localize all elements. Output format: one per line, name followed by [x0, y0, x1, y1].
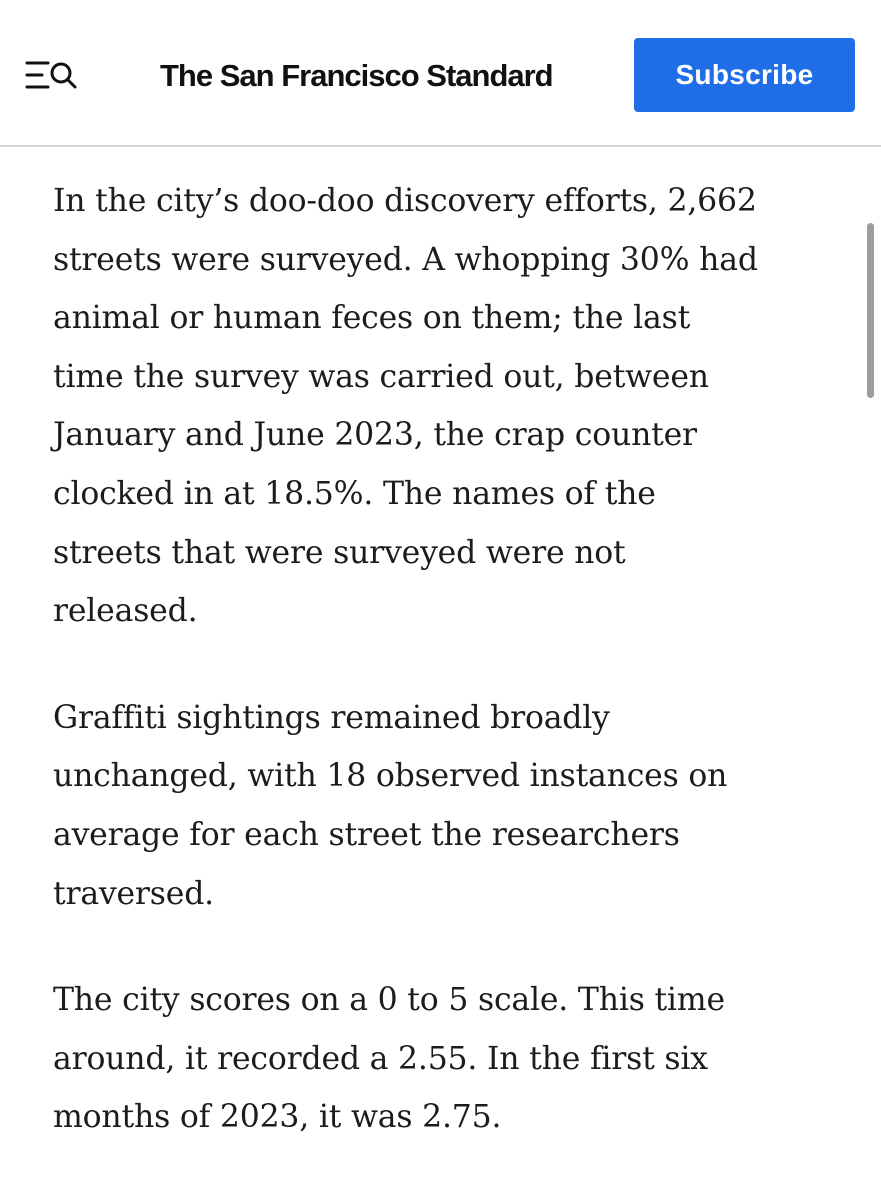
scrollbar-thumb[interactable] [867, 223, 874, 398]
paragraph-line: streets were surveyed. A whopping 30% had [53, 241, 758, 278]
logo-suffix: Standard [418, 58, 553, 93]
paragraph-line: months of 2023, it was 2.75. [53, 1099, 502, 1136]
paragraph-line: traversed. [53, 875, 214, 912]
paragraph-line: unchanged, with 18 observed instances on [53, 758, 728, 795]
paragraph-line: clocked in at 18.5%. The names of the [53, 475, 656, 512]
menu-search-icon [22, 56, 80, 96]
paragraph-line: time the survey was carried out, between [53, 358, 709, 395]
paragraph-line: The city scores on a 0 to 5 scale. This time [53, 982, 725, 1019]
paragraph-line: In the city’s doo-doo discovery efforts, 2,662 [53, 183, 757, 219]
site-header [0, 0, 881, 147]
article-paragraph [53, 971, 843, 1147]
article-paragraph [53, 172, 843, 641]
logo-prefix: The [160, 58, 220, 93]
logo-highlight: San Francisco [220, 54, 419, 98]
paragraph-line: average for each street the researchers [53, 816, 680, 853]
subscribe-button[interactable]: Subscribe [634, 38, 855, 112]
paragraph-line: released. [53, 593, 198, 630]
article-paragraph [53, 689, 843, 923]
menu-search-button[interactable] [22, 56, 80, 96]
paragraph-line: around, it recorded a 2.55. In the first six [53, 1040, 708, 1077]
paragraph-line: Graffiti sightings remained broadly [53, 699, 610, 736]
site-logo[interactable] [160, 54, 553, 98]
article-body [53, 172, 843, 1195]
paragraph-line: animal or human feces on them; the last [53, 300, 691, 337]
paragraph-line: January and June 2023, the crap counter [53, 417, 697, 454]
paragraph-line: streets that were surveyed were not [53, 534, 626, 571]
